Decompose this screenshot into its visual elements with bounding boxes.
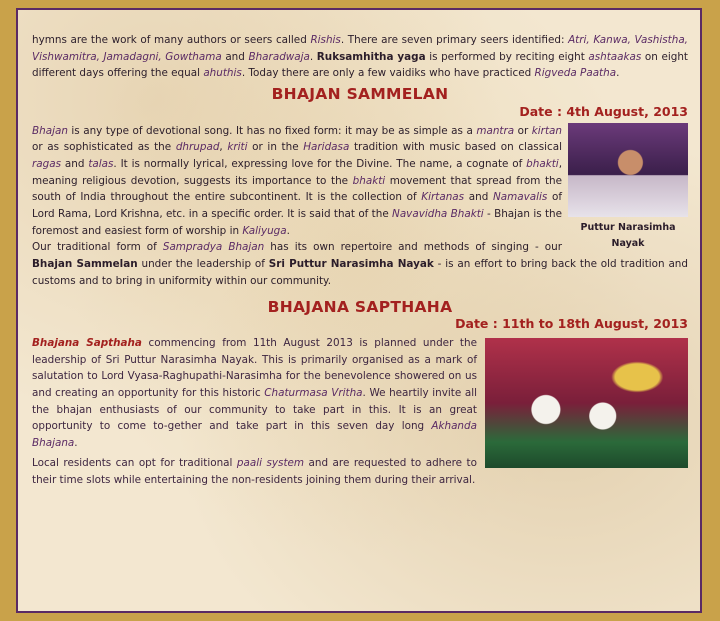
text: or	[514, 124, 532, 137]
text: and	[464, 191, 493, 204]
bhajana-sapthaha-date: Date : 11th to 18th August, 2013	[455, 316, 688, 332]
term: Atri, Kanwa, Vashistha, Vishwamitra, Jamadagni, Gowthama	[32, 34, 688, 63]
text: movement that spread from the south of India throughout the entire subcontinent. It is the collection of	[32, 174, 563, 204]
text: on eight different days offering the equal	[32, 50, 688, 80]
text: or in the	[247, 141, 304, 154]
term: Bhajan	[32, 124, 68, 137]
term: Kirtanas	[421, 191, 465, 204]
term: kriti	[227, 141, 248, 154]
term: Haridasa	[303, 141, 350, 154]
term: kirtan	[531, 124, 562, 137]
term: Bhajana Sapthaha	[32, 336, 142, 349]
text: Our traditional form of	[32, 241, 163, 254]
term: bhakti	[526, 157, 559, 170]
term: bhakti	[352, 174, 386, 187]
text: and	[221, 50, 249, 63]
singer-photo-image	[568, 123, 688, 217]
term: ragas	[32, 157, 62, 170]
bhajan-group-photo	[485, 338, 688, 468]
text: .	[616, 67, 620, 80]
text: - Bhajan is the foremost and easiest form of worship in	[32, 208, 562, 237]
text: . Today there are only a few vaidiks who have practiced	[241, 67, 535, 80]
text: hymns are the work of many authors or seers called	[32, 34, 311, 46]
term: Navavidha Bhakti	[392, 208, 484, 221]
term-bold: Ruksamhitha yaga	[316, 50, 426, 63]
term: Sampradya Bhajan	[162, 241, 265, 254]
text: is any type of devotional song. It has no fixed form: it may be as simple as a	[67, 124, 477, 137]
term: Bharadwaja	[248, 50, 310, 63]
term: mantra	[476, 124, 515, 137]
term: Rigveda Paatha	[534, 67, 617, 80]
text: or as sophisticated as the	[32, 141, 176, 154]
term: Akhanda Bhajana	[32, 420, 477, 450]
text: . It is normally lyrical, expressing love for the Divine. The name, a cognate of	[113, 157, 527, 170]
bhajan-sammelan-date: Date : 4th August, 2013	[519, 103, 688, 119]
text: Local residents can opt for traditional	[32, 456, 237, 469]
text: is performed by reciting eight	[425, 50, 589, 63]
text: under the leadership of	[137, 258, 269, 271]
term: ahuthis	[203, 67, 242, 80]
term: Namavalis	[492, 191, 548, 204]
text: and	[61, 157, 89, 170]
bhajana-sapthaha-body	[32, 335, 688, 488]
term: ashtaakas	[588, 50, 642, 63]
term: paali system	[236, 456, 305, 469]
bhajana-sapthaha-title: BHAJANA SAPTHAHA	[267, 297, 453, 316]
text: . We heartily invite all the bhajan enthusiasts of our community to take part in this. It is an great opportunity to come to-gether and take part in this seven day long	[32, 387, 477, 433]
term: Rishis	[310, 34, 341, 46]
text: . There are seven primary seers identified:	[340, 34, 569, 46]
text: and are requested to adhere to their time slots while entertaining the non-residents joining them during their arrival.	[32, 456, 477, 486]
page-content	[32, 32, 688, 488]
term: Kaliyuga	[242, 224, 287, 237]
text: has its own repertoire and methods of singing - our	[264, 241, 563, 254]
text: .	[286, 224, 290, 237]
text: commencing from 11th August 2013 is planned under the leadership of Sri Puttur Narasimha Nayak. This is primarily organised as a mark of salutation to Lord Vyasa-Raghupathi-Narasimha for the benevolence showered on us and creating an opportunity for this historic	[32, 336, 477, 400]
text: of Lord Rama, Lord Krishna, etc. in a specific order. It is said that of the	[32, 191, 562, 221]
text: tradition with music based on classical	[349, 141, 562, 154]
term-bold: Bhajan Sammelan	[32, 258, 138, 271]
term: Chaturmasa Vritha	[264, 387, 363, 400]
text: .	[74, 437, 78, 450]
photo-caption: Puttur Narasimha Nayak	[580, 221, 676, 250]
term-bold: Sri Puttur Narasimha Nayak	[268, 258, 434, 271]
bhajan-sammelan-title: BHAJAN SAMMELAN	[271, 85, 449, 104]
term: dhrupad	[175, 141, 220, 154]
text: , meaning religious devotion, suggests its importance to the	[32, 157, 563, 187]
brochure-page	[16, 8, 702, 613]
text: ,	[219, 141, 228, 154]
text: - is an effort to bring back the old tradition and customs and to bring in uniformity within our community.	[32, 258, 688, 287]
text: .	[309, 50, 317, 63]
intro-paragraph	[32, 32, 688, 82]
narasimha-nayak-photo	[568, 123, 688, 253]
term: talas	[88, 157, 114, 170]
